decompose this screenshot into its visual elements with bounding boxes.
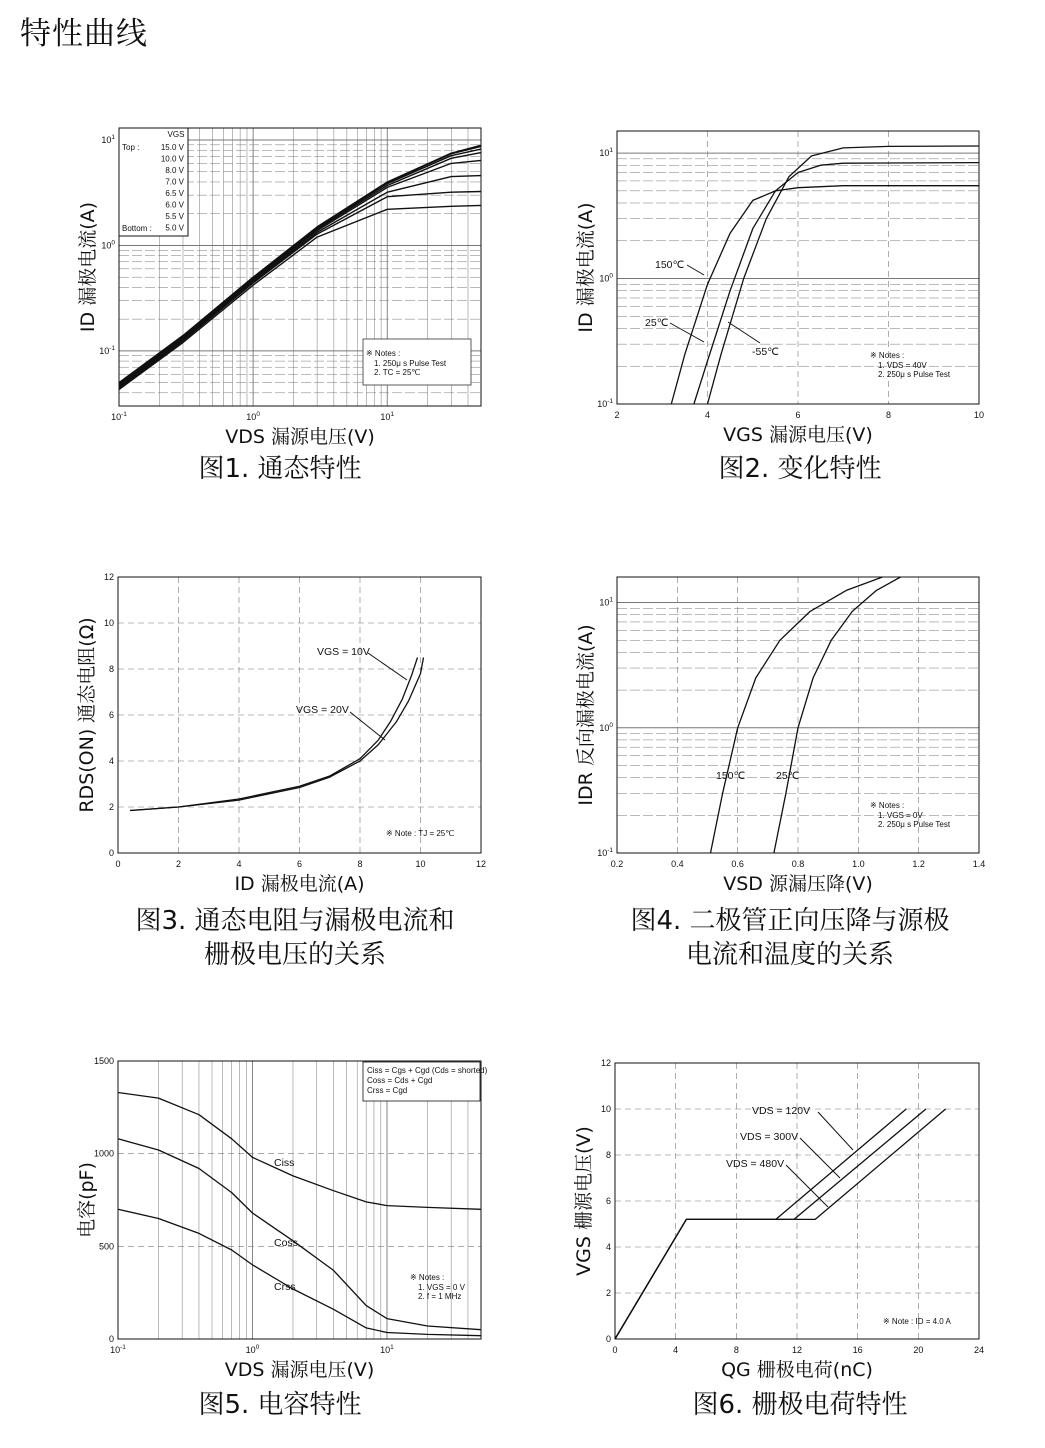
fig1-xtick-label: $10^{-1}$ (111, 411, 127, 422)
fig3-series-line (130, 658, 417, 811)
fig1-ytick-label: $10^1$ (101, 134, 115, 146)
fig3-xtick-label: 2 (175, 859, 182, 869)
fig6-xlabel: QG 栅极电荷(nC) (721, 1359, 873, 1381)
page-title: 特性曲线 (20, 16, 148, 52)
fig4-caption: 图4. 二极管正向压降与源极 电流和温度的关系 (630, 906, 950, 970)
fig1-notes (363, 339, 471, 385)
fig6-series-line (615, 1109, 926, 1339)
fig1-legend-header: VGS (167, 130, 185, 139)
fig4-grid (617, 577, 979, 853)
fig5-ytick-label: 1500 (93, 1056, 114, 1066)
fig5-legend-line: Crss = Cgd (367, 1086, 408, 1095)
fig1-legend-entry: 5.0 V (165, 223, 184, 233)
fig4-notes-title: ※ Notes : (870, 801, 905, 810)
fig3-label-vgs10: VGS = 10V (317, 646, 370, 658)
fig2-ytick-label: $10^0$ (599, 272, 613, 284)
fig2-leader (687, 265, 704, 275)
fig6-xtick-label: 16 (852, 1345, 863, 1355)
fig3-xtick-label: 4 (236, 859, 242, 869)
fig1-ytick-label: $10^{-1}$ (99, 344, 115, 356)
fig1-legend-entry: 8.0 V (165, 166, 184, 175)
fig3-ytick-label: 0 (108, 848, 114, 858)
fig5-notes-title: ※ Notes : (410, 1273, 445, 1282)
fig2-leader (670, 323, 704, 342)
fig6-label-vds120: VDS = 120V (752, 1105, 811, 1117)
fig3-leader (350, 712, 385, 740)
fig1-legend-entry: 15.0 V (160, 143, 184, 152)
fig3-ytick-label: 6 (108, 710, 114, 720)
fig1-xlabel: VDS 漏源电压(V) (225, 426, 375, 448)
fig3-xtick-label: 6 (296, 859, 303, 869)
fig2-label-m55c: -55℃ (752, 346, 779, 358)
fig6-xtick-label: 24 (973, 1345, 985, 1355)
fig1-legend-top: Top : (122, 143, 140, 152)
fig6-xtick-label: 4 (673, 1345, 679, 1355)
fig3-leader (368, 653, 407, 680)
fig1-notes-title: ※ Notes : (366, 349, 401, 358)
fig6-label-vds480: VDS = 480V (726, 1158, 785, 1170)
fig2-series-line (694, 163, 979, 404)
fig4-label-150c: 150℃ (716, 770, 746, 782)
fig4-notes-line: 2. 250μ s Pulse Test (878, 820, 951, 829)
fig5-xtick-label: $10^0$ (245, 1344, 260, 1355)
fig6-ytick-label: 8 (605, 1150, 611, 1160)
fig5-label-coss: Coss (274, 1237, 298, 1249)
fig3-plot (76, 572, 486, 895)
fig3-ytick-label: 12 (103, 572, 114, 582)
fig6-leader (818, 1112, 853, 1150)
fig4-xtick-label: 0.4 (671, 859, 684, 869)
fig3-xtick-label: 10 (415, 859, 426, 869)
fig1-xtick-label: $10^1$ (380, 411, 395, 422)
fig2-ylabel: ID 漏极电流(A) (575, 202, 597, 333)
fig5-xtick-label: $10^1$ (380, 1344, 394, 1355)
fig2-label-25c: 25℃ (645, 317, 669, 329)
fig6-xtick-label: 8 (733, 1345, 739, 1355)
fig6-xtick-label: 0 (612, 1345, 618, 1355)
fig4-ylabel: IDR 反向漏极电流(A) (575, 624, 597, 806)
fig5-ytick-label: 1000 (93, 1148, 114, 1159)
fig5-plot (76, 1056, 481, 1381)
fig4-xtick-label: 0.6 (731, 859, 744, 869)
fig3-ytick-label: 2 (108, 802, 114, 812)
fig6-annotations (726, 1105, 853, 1207)
fig3-notes-title: ※ Note : TJ = 25℃ (386, 829, 455, 838)
fig2-xtick-label: 2 (614, 410, 620, 420)
fig5-ylabel: 电容(pF) (76, 1162, 98, 1238)
fig4-xtick-label: 1.0 (852, 859, 865, 869)
fig4-xlabel: VSD 源漏压降(V) (723, 873, 873, 895)
fig2-notes-title: ※ Notes : (870, 351, 905, 360)
fig6-ytick-label: 2 (605, 1288, 611, 1298)
fig5-xtick-label: $10^{-1}$ (110, 1344, 126, 1355)
fig5-series-line (118, 1093, 481, 1210)
fig1-legend-entry: 7.0 V (165, 177, 184, 187)
fig1-legend-entry: 10.0 V (160, 154, 184, 164)
fig5-ytick-label: 0 (108, 1334, 114, 1344)
fig3-notes (386, 829, 454, 838)
fig2-notes (870, 351, 951, 379)
fig6-xtick-label: 20 (913, 1345, 924, 1355)
fig1-legend-bottom: Bottom : (122, 224, 152, 233)
fig6-xtick-label: 12 (791, 1345, 803, 1355)
fig6-series-line (615, 1109, 906, 1339)
fig3-xtick-label: 12 (475, 859, 487, 869)
fig4-notes (870, 801, 951, 829)
fig2-xtick-label: 4 (704, 410, 711, 420)
fig5-legend-line: Coss = Cds + Cgd (367, 1076, 433, 1085)
fig4-plot (574, 577, 985, 895)
fig4-label-25c: 25℃ (776, 770, 800, 782)
fig3-xlabel: ID 漏极电流(A) (234, 873, 365, 895)
fig5-label-ciss: Ciss (274, 1157, 295, 1169)
fig6-label-vds300: VDS = 300V (740, 1131, 799, 1143)
fig3-label-vgs20: VGS = 20V (296, 704, 349, 716)
fig6-series-line (615, 1109, 946, 1339)
fig2-notes-line: 2. 250μ s Pulse Test (878, 370, 951, 379)
fig6-ylabel: VGS 栅源电压(V) (573, 1126, 595, 1276)
fig6-notes-title: ※ Note : ID = 4.0 A (883, 1317, 951, 1326)
fig1-legend-entry: 5.5 V (165, 212, 184, 221)
fig4-notes-line: 1. VGS = 0V (878, 811, 923, 820)
fig3-series-line (130, 658, 423, 811)
fig6-notes (883, 1317, 952, 1326)
fig6-leader (800, 1138, 840, 1178)
fig4-series-line (711, 577, 883, 853)
fig5-label-crss: Crss (274, 1281, 296, 1293)
fig3-ytick-label: 4 (108, 756, 114, 766)
fig3-annotations (296, 646, 407, 740)
fig4-ytick-label: $10^1$ (599, 596, 613, 608)
fig3-ytick-label: 10 (103, 618, 114, 628)
fig2-xtick-label: 10 (973, 410, 985, 420)
fig3-ytick-label: 8 (108, 664, 114, 674)
fig2-caption: 图2. 变化特性 (718, 454, 882, 484)
fig2-ytick-label: $10^{-1}$ (597, 398, 613, 409)
fig4-ytick-label: $10^{-1}$ (597, 847, 613, 858)
fig2-xlabel: VGS 漏源电压(V) (723, 424, 873, 446)
fig4-ytick-label: $10^0$ (599, 721, 613, 733)
fig4-xtick-label: 1.4 (972, 859, 986, 869)
fig1-ylabel: ID 漏极电流(A) (77, 201, 99, 333)
fig5-legend-line: Ciss = Cgs + Cgd (Cds = shorted) (367, 1066, 488, 1075)
fig3-caption: 图3. 通态电阻与漏极电流和 栅极电压的关系 (135, 906, 455, 970)
fig2-xtick-label: 6 (795, 410, 801, 420)
fig5-notes-line: 2. f = 1 MHz (418, 1292, 462, 1301)
fig5-notes (410, 1273, 466, 1301)
fig1-legend-entry: 6.0 V (165, 200, 184, 210)
fig2-series-line (708, 146, 980, 404)
fig2-ytick-label: $10^1$ (599, 147, 613, 159)
fig5-ytick-label: 500 (98, 1241, 114, 1252)
fig4-xtick-label: 0.2 (610, 859, 624, 869)
fig4-xtick-label: 1.2 (912, 859, 925, 869)
fig4-xtick-label: 0.8 (791, 859, 805, 869)
fig6-ytick-label: 0 (605, 1334, 611, 1344)
fig1-legend (119, 128, 188, 236)
fig1-xtick-label: $10^0$ (246, 411, 260, 422)
fig1-caption: 图1. 通态特性 (198, 454, 362, 484)
fig2-notes-line: 1. VDS = 40V (878, 361, 927, 370)
fig6-ytick-label: 6 (605, 1196, 611, 1206)
fig3-ylabel: RDS(ON) 通态电阻(Ω) (76, 617, 98, 813)
fig5-notes-line: 1. VGS = 0 V (418, 1283, 465, 1292)
fig5-caption: 图5. 电容特性 (198, 1390, 362, 1420)
fig3-xtick-label: 0 (115, 859, 121, 869)
fig5-xlabel: VDS 漏源电压(V) (224, 1359, 375, 1381)
fig1-notes-line: 2. TC = 25℃ (374, 368, 421, 377)
fig1-ytick-label: $10^0$ (101, 239, 115, 251)
fig2-leader (728, 322, 760, 343)
fig4-annotations (716, 770, 800, 782)
fig3-xtick-label: 8 (357, 859, 363, 869)
fig6-caption: 图6. 栅极电荷特性 (692, 1390, 908, 1420)
fig2-label-150c: 150℃ (655, 259, 685, 271)
fig6-ytick-label: 4 (605, 1242, 611, 1252)
fig2-xtick-label: 8 (885, 410, 892, 420)
fig1-notes-line: 1. 250μ s Pulse Test (374, 359, 447, 368)
fig1-legend-entry: 6.5 V (165, 189, 184, 198)
fig5-series-line (118, 1139, 481, 1330)
fig6-ytick-label: 12 (600, 1058, 611, 1068)
fig6-ytick-label: 10 (600, 1104, 611, 1114)
fig2-plot (574, 131, 984, 446)
